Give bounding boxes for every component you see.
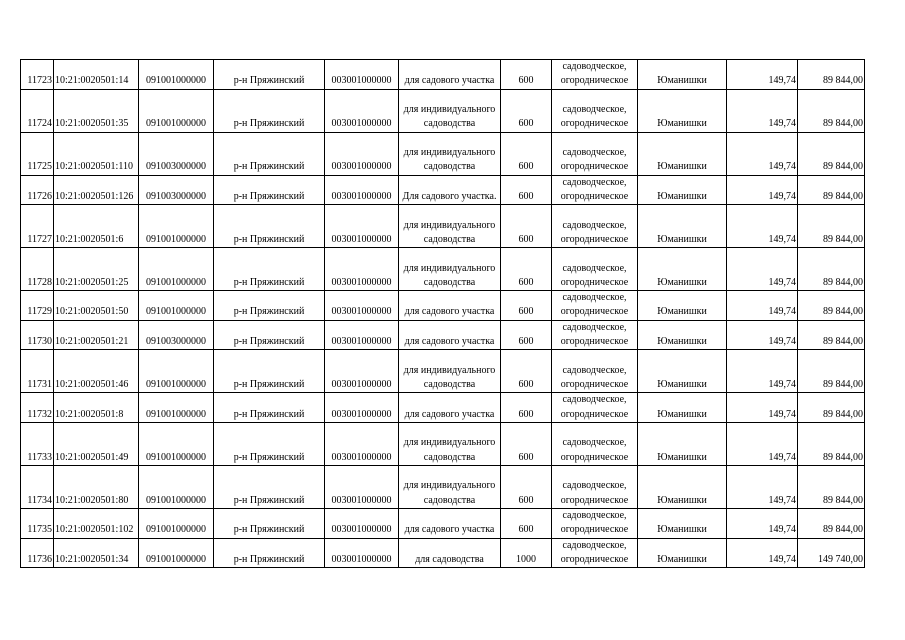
table-row [21,89,865,132]
locality-cell: Юманишки [638,508,727,538]
rate-cell: 149,74 [727,132,798,175]
row-number-cell: 11731 [21,350,54,393]
code-cell: 091003000000 [139,132,214,175]
purpose-cell: для индивидуального садоводства [399,248,501,291]
table-row [21,175,865,205]
purpose-cell: для садового участка [399,60,501,90]
area-cell: 600 [501,508,552,538]
row-number-cell: 11726 [21,175,54,205]
category-cell: садоводческое, огородническое [552,350,638,393]
locality-cell: Юманишки [638,320,727,350]
area-cell: 600 [501,393,552,423]
row-number-cell: 11727 [21,205,54,248]
row-number-cell: 11728 [21,248,54,291]
category-cell: садоводческое, огородническое [552,422,638,465]
purpose-cell: для садового участка [399,291,501,321]
locality-cell: Юманишки [638,60,727,90]
district-cell: р-н Пряжинский [214,350,325,393]
category-cell: садоводческое, огородническое [552,291,638,321]
cadastral-value-cell: 89 844,00 [798,205,865,248]
district-cell: р-н Пряжинский [214,393,325,423]
cadastral-number-cell: 10:21:0020501:6 [54,205,139,248]
purpose-cell: для садового участка [399,320,501,350]
cadastral-value-cell: 89 844,00 [798,422,865,465]
district-cell: р-н Пряжинский [214,89,325,132]
rate-cell: 149,74 [727,320,798,350]
code-cell: 091003000000 [139,175,214,205]
rate-cell: 149,74 [727,465,798,508]
cadastral-number-cell: 10:21:0020501:14 [54,60,139,90]
row-number-cell: 11725 [21,132,54,175]
cadastral-number-cell: 10:21:0020501:8 [54,393,139,423]
category-cell: садоводческое, огородническое [552,132,638,175]
table-row [21,422,865,465]
cadastral-number-cell: 10:21:0020501:35 [54,89,139,132]
area-cell: 600 [501,205,552,248]
row-number-cell: 11732 [21,393,54,423]
table-row [21,508,865,538]
category-cell: садоводческое, огородническое [552,89,638,132]
code-cell: 091001000000 [139,205,214,248]
code-cell: 091001000000 [139,393,214,423]
area-cell: 600 [501,422,552,465]
district-cell: р-н Пряжинский [214,508,325,538]
table-row [21,132,865,175]
cadastral-number-cell: 10:21:0020501:102 [54,508,139,538]
rate-cell: 149,74 [727,291,798,321]
table-row [21,60,865,90]
code2-cell: 003001000000 [325,508,399,538]
cadastral-number-cell: 10:21:0020501:21 [54,320,139,350]
area-cell: 600 [501,350,552,393]
row-number-cell: 11729 [21,291,54,321]
purpose-cell: Для садового участка. [399,175,501,205]
purpose-cell: для садового участка [399,508,501,538]
category-cell: садоводческое, огородническое [552,60,638,90]
cadastral-number-cell: 10:21:0020501:110 [54,132,139,175]
cadastral-value-cell: 89 844,00 [798,291,865,321]
row-number-cell: 11733 [21,422,54,465]
locality-cell: Юманишки [638,350,727,393]
code2-cell: 003001000000 [325,175,399,205]
purpose-cell: для садоводства [399,538,501,568]
code2-cell: 003001000000 [325,422,399,465]
cadastral-value-cell: 89 844,00 [798,320,865,350]
code2-cell: 003001000000 [325,89,399,132]
table-row [21,320,865,350]
area-cell: 600 [501,60,552,90]
rate-cell: 149,74 [727,422,798,465]
category-cell: садоводческое, огородническое [552,508,638,538]
district-cell: р-н Пряжинский [214,465,325,508]
code-cell: 091001000000 [139,291,214,321]
code-cell: 091001000000 [139,538,214,568]
code-cell: 091001000000 [139,350,214,393]
cadastral-value-table [20,59,865,568]
row-number-cell: 11730 [21,320,54,350]
purpose-cell: для индивидуального садоводства [399,205,501,248]
row-number-cell: 11734 [21,465,54,508]
rate-cell: 149,74 [727,350,798,393]
rate-cell: 149,74 [727,205,798,248]
area-cell: 1000 [501,538,552,568]
area-cell: 600 [501,248,552,291]
cadastral-number-cell: 10:21:0020501:46 [54,350,139,393]
code2-cell: 003001000000 [325,538,399,568]
row-number-cell: 11735 [21,508,54,538]
locality-cell: Юманишки [638,132,727,175]
cadastral-value-cell: 89 844,00 [798,132,865,175]
locality-cell: Юманишки [638,205,727,248]
table-row [21,393,865,423]
locality-cell: Юманишки [638,175,727,205]
code2-cell: 003001000000 [325,320,399,350]
cadastral-value-cell: 89 844,00 [798,89,865,132]
code2-cell: 003001000000 [325,350,399,393]
cadastral-value-cell: 89 844,00 [798,60,865,90]
purpose-cell: для садового участка [399,393,501,423]
rate-cell: 149,74 [727,393,798,423]
row-number-cell: 11723 [21,60,54,90]
district-cell: р-н Пряжинский [214,320,325,350]
rate-cell: 149,74 [727,248,798,291]
code2-cell: 003001000000 [325,60,399,90]
cadastral-value-cell: 89 844,00 [798,508,865,538]
cadastral-number-cell: 10:21:0020501:34 [54,538,139,568]
district-cell: р-н Пряжинский [214,205,325,248]
row-number-cell: 11724 [21,89,54,132]
cadastral-number-cell: 10:21:0020501:80 [54,465,139,508]
locality-cell: Юманишки [638,538,727,568]
rate-cell: 149,74 [727,60,798,90]
cadastral-value-cell: 89 844,00 [798,175,865,205]
table-body [21,60,865,568]
area-cell: 600 [501,291,552,321]
code2-cell: 003001000000 [325,393,399,423]
code-cell: 091001000000 [139,60,214,90]
purpose-cell: для индивидуального садоводства [399,465,501,508]
district-cell: р-н Пряжинский [214,248,325,291]
cadastral-number-cell: 10:21:0020501:126 [54,175,139,205]
code-cell: 091001000000 [139,248,214,291]
cadastral-value-cell: 89 844,00 [798,465,865,508]
category-cell: садоводческое, огородническое [552,205,638,248]
cadastral-value-cell: 89 844,00 [798,248,865,291]
locality-cell: Юманишки [638,248,727,291]
locality-cell: Юманишки [638,393,727,423]
code-cell: 091001000000 [139,465,214,508]
district-cell: р-н Пряжинский [214,175,325,205]
category-cell: садоводческое, огородническое [552,175,638,205]
table-row [21,538,865,568]
rate-cell: 149,74 [727,538,798,568]
purpose-cell: для индивидуального садоводства [399,422,501,465]
purpose-cell: для индивидуального садоводства [399,350,501,393]
row-number-cell: 11736 [21,538,54,568]
table-row [21,465,865,508]
district-cell: р-н Пряжинский [214,132,325,175]
cadastral-value-cell: 89 844,00 [798,350,865,393]
locality-cell: Юманишки [638,89,727,132]
rate-cell: 149,74 [727,175,798,205]
code-cell: 091001000000 [139,508,214,538]
rate-cell: 149,74 [727,508,798,538]
locality-cell: Юманишки [638,291,727,321]
area-cell: 600 [501,175,552,205]
district-cell: р-н Пряжинский [214,60,325,90]
locality-cell: Юманишки [638,422,727,465]
cadastral-value-cell: 149 740,00 [798,538,865,568]
cadastral-number-cell: 10:21:0020501:25 [54,248,139,291]
table-row [21,350,865,393]
code-cell: 091003000000 [139,320,214,350]
area-cell: 600 [501,465,552,508]
locality-cell: Юманишки [638,465,727,508]
code2-cell: 003001000000 [325,291,399,321]
cadastral-number-cell: 10:21:0020501:49 [54,422,139,465]
code-cell: 091001000000 [139,422,214,465]
table-row [21,248,865,291]
category-cell: садоводческое, огородническое [552,393,638,423]
category-cell: садоводческое, огородническое [552,248,638,291]
area-cell: 600 [501,132,552,175]
purpose-cell: для индивидуального садоводства [399,89,501,132]
cadastral-number-cell: 10:21:0020501:50 [54,291,139,321]
rate-cell: 149,74 [727,89,798,132]
category-cell: садоводческое, огородническое [552,465,638,508]
code-cell: 091001000000 [139,89,214,132]
area-cell: 600 [501,320,552,350]
district-cell: р-н Пряжинский [214,291,325,321]
district-cell: р-н Пряжинский [214,538,325,568]
code2-cell: 003001000000 [325,465,399,508]
table-row [21,291,865,321]
category-cell: садоводческое, огородническое [552,320,638,350]
purpose-cell: для индивидуального садоводства [399,132,501,175]
cadastral-value-cell: 89 844,00 [798,393,865,423]
area-cell: 600 [501,89,552,132]
code2-cell: 003001000000 [325,132,399,175]
table-row [21,205,865,248]
code2-cell: 003001000000 [325,205,399,248]
district-cell: р-н Пряжинский [214,422,325,465]
category-cell: садоводческое, огородническое [552,538,638,568]
code2-cell: 003001000000 [325,248,399,291]
